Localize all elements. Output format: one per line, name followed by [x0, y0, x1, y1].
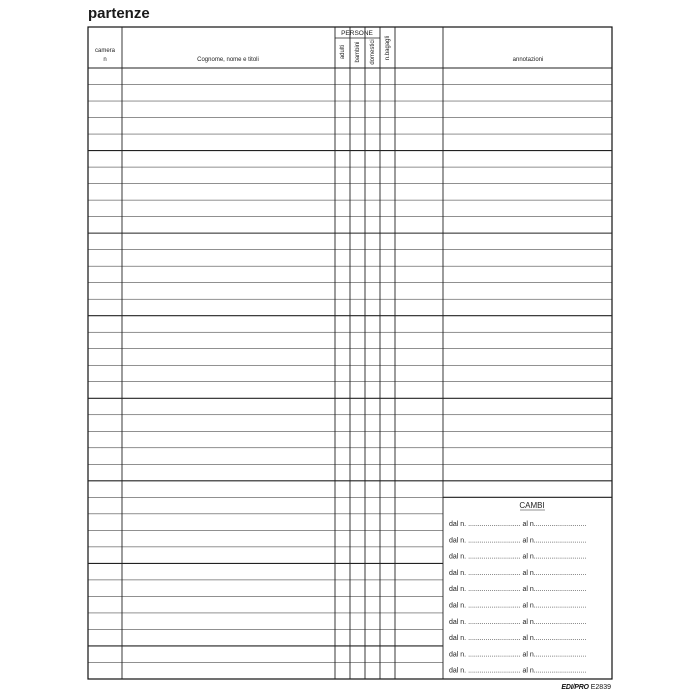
- cambi-line: dal n. ........................... al n...........................: [449, 618, 587, 626]
- cambi-title: CAMBI: [519, 501, 545, 510]
- header-camera-n: n: [103, 57, 107, 63]
- cambi-line: dal n. ........................... al n...........................: [449, 553, 587, 561]
- cambi-line: dal n. ........................... al n...........................: [449, 635, 587, 643]
- cambi-line: dal n. ........................... al n...........................: [449, 569, 587, 577]
- header-domestici: domestici: [370, 39, 376, 65]
- publisher-logo: EDI/PRO: [561, 684, 589, 691]
- cambi-line: dal n. ........................... al n...........................: [449, 586, 587, 594]
- header-annotazioni: annotazioni: [512, 57, 544, 63]
- header-cognome: Cognome, nome e titoli: [197, 57, 259, 63]
- cambi-line: dal n. ........................... al n...........................: [449, 667, 587, 675]
- header-bagagli: n.bagagli: [385, 35, 391, 61]
- cambi-line: dal n. ........................... al n...........................: [449, 651, 587, 659]
- form-code: E2839: [590, 684, 611, 691]
- cambi-line: dal n. ........................... al n...........................: [449, 521, 587, 528]
- cambi-line: dal n. ........................... al n...........................: [449, 537, 587, 545]
- header-bambini: bambini: [355, 41, 361, 63]
- page-title: partenze: [88, 5, 150, 22]
- header-adulti: adulti: [340, 44, 346, 60]
- header-camera: camera: [94, 48, 116, 54]
- cambi-line: dal n. ........................... al n...........................: [449, 602, 587, 610]
- publisher-footer: [561, 684, 611, 691]
- header-persone: PERSONE: [341, 30, 373, 37]
